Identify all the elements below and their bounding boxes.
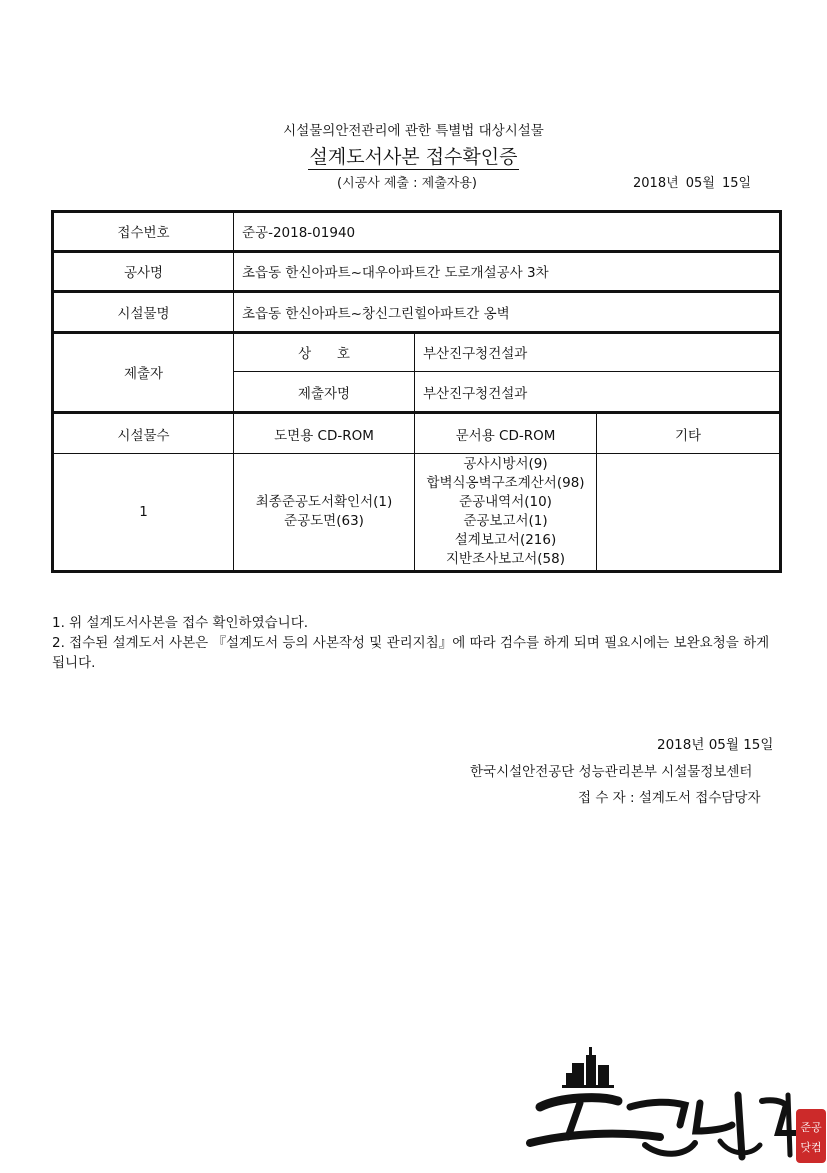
list-item: 합벽식옹벽구조계산서(98) [426, 475, 585, 492]
seal-text-bottom: 닷컴 [800, 1141, 822, 1154]
building-skyline-icon [562, 1047, 614, 1088]
receipt-table [51, 210, 782, 573]
note-line-2: 2. 접수된 설계도서 사본은 『설계도서 등의 사본작성 및 관리지침』에 따라 검수를 하게 되며 필요시에는 보완요청을 하게 됩니다. [52, 635, 770, 671]
other-value [597, 454, 781, 572]
list-item: 최종준공도서확인서(1) [255, 494, 393, 511]
list-item: 준공보고서(1) [463, 513, 548, 530]
list-item: 준공내역서(10) [459, 494, 552, 511]
document-cd-label: 문서용 CD-ROM [415, 412, 597, 454]
document-title-text: 설계도서사본 접수확인증 [309, 146, 518, 168]
facility-value: 초읍동 한신아파트~창신그린힐아파트간 옹벽 [234, 292, 781, 333]
footer-receiver: 접 수 자 : 설계도서 접수담당자 [578, 790, 761, 806]
list-item: 준공도면(63) [284, 513, 364, 530]
submitter-name-value: 부산진구청건설과 [415, 372, 781, 413]
seal-stamp-icon [796, 1109, 826, 1163]
copy-for-label: (시공사 제출 : 제출자용) [337, 176, 477, 191]
receipt-no-label: 접수번호 [53, 212, 234, 252]
submitter-name-label: 제출자명 [234, 372, 415, 413]
header-date: 2018년 05월 15일 [633, 176, 752, 191]
notes [52, 613, 782, 673]
count-label: 시설물수 [53, 412, 234, 454]
facility-label: 시설물명 [53, 292, 234, 333]
document-items [415, 454, 597, 572]
list-item: 공사시방서(9) [463, 456, 548, 473]
company-label: 상 호 [234, 332, 415, 372]
receipt-no-value: 준공-2018-01940 [234, 212, 781, 252]
seal-text-top: 준공 [800, 1121, 822, 1134]
footer-organization: 한국시설안전공단 성능관리본부 시설물정보센터 [470, 764, 753, 780]
count-value: 1 [53, 454, 234, 572]
company-logo [510, 1045, 827, 1169]
drawing-items [234, 454, 415, 572]
logo-brush-strokes [530, 1095, 800, 1157]
logo-text: 준공닷컴 [510, 1045, 514, 1046]
footer-date: 2018년 05월 15일 [657, 737, 774, 753]
list-item: 설계보고서(216) [454, 532, 557, 549]
drawing-cd-label: 도면용 CD-ROM [234, 412, 415, 454]
submitter-label: 제출자 [53, 332, 234, 412]
list-item: 지반조사보고서(58) [446, 551, 565, 568]
project-label: 공사명 [53, 251, 234, 292]
document-subtitle: 시설물의안전관리에 관한 특별법 대상시설물 [283, 123, 544, 139]
logo-graphic [510, 1045, 827, 1169]
document-title [0, 142, 827, 169]
project-value: 초읍동 한신아파트~대우아파트간 도로개설공사 3차 [234, 251, 781, 292]
company-value: 부산진구청건설과 [415, 332, 781, 372]
other-label: 기타 [597, 412, 781, 454]
note-line-1: 1. 위 설계도서사본을 접수 확인하였습니다. [52, 615, 309, 631]
